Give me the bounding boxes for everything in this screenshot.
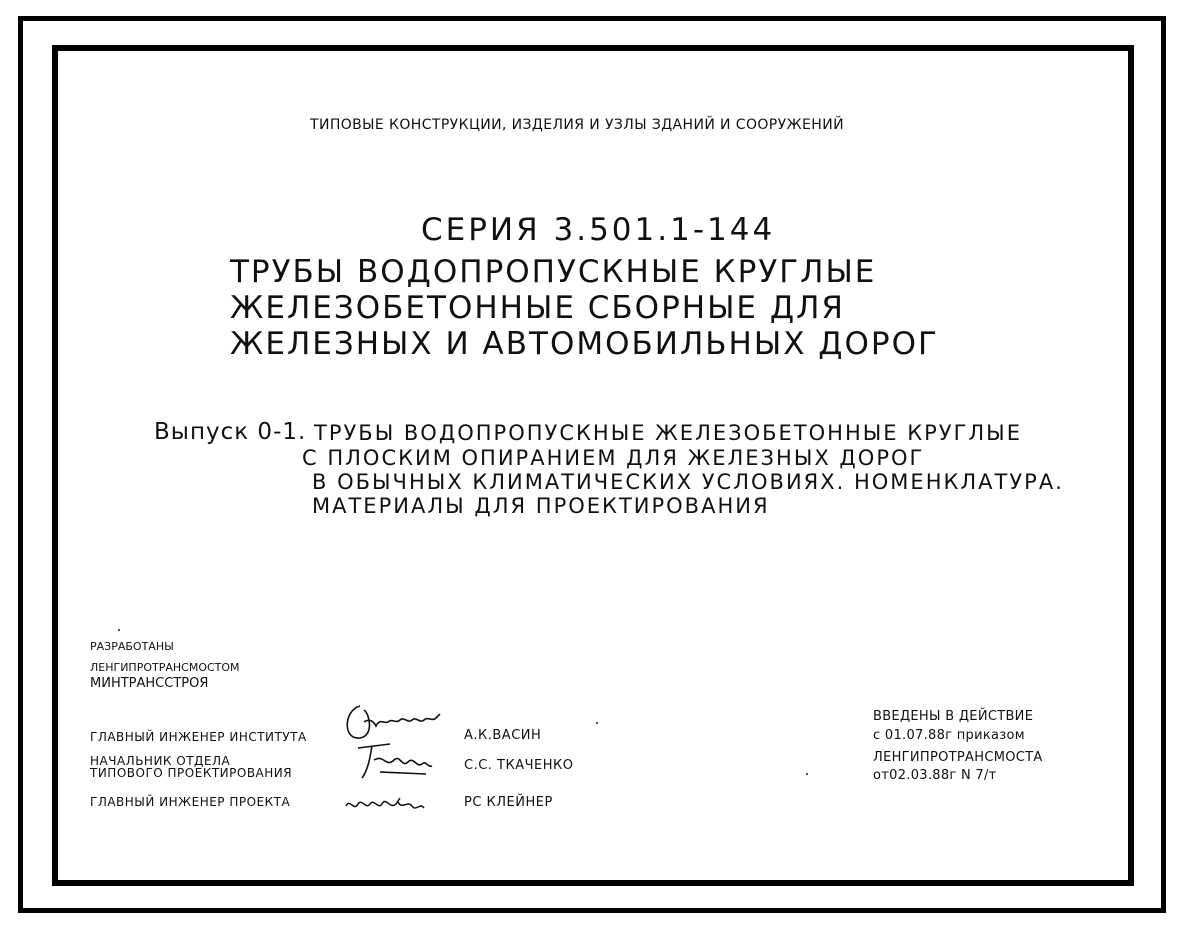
intro-line-2: с 01.07.88г приказом <box>873 728 1025 743</box>
role-chief-engineer-project: ГЛАВНЫЙ ИНЖЕНЕР ПРОЕКТА <box>90 795 291 809</box>
role-department-head-2: ТИПОВОГО ПРОЕКТИРОВАНИЯ <box>90 766 293 780</box>
title-line-3: ЖЕЛЕЗНЫХ И АВТОМОБИЛЬНЫХ ДОРОГ <box>230 326 939 362</box>
issue-label: Выпуск 0-1. <box>154 419 307 445</box>
signature-kleiner <box>340 790 430 818</box>
developer-org: ЛЕНГИПРОТРАНСМОСТОМ <box>90 661 240 674</box>
speck <box>596 722 598 724</box>
series-number: СЕРИЯ 3.501.1-144 <box>421 212 776 248</box>
name-kleiner: РС КЛЕЙНЕР <box>464 795 553 810</box>
title-line-2: ЖЕЛЕЗОБЕТОННЫЕ СБОРНЫЕ ДЛЯ <box>230 290 845 326</box>
speck <box>806 773 808 775</box>
collection-header: ТИПОВЫЕ КОНСТРУКЦИИ, ИЗДЕЛИЯ И УЗЛЫ ЗДАНИЙ И СООРУЖЕНИЙ <box>310 117 844 133</box>
developer-ministry: МИНТРАНССТРОЯ <box>90 676 209 691</box>
speck <box>118 629 120 631</box>
issue-line-1: ТРУБЫ ВОДОПРОПУСКНЫЕ ЖЕЛЕЗОБЕТОННЫЕ КРУГЛЫЕ <box>314 421 1022 445</box>
signature-tkachenko <box>350 738 440 784</box>
intro-line-1: ВВЕДЕНЫ В ДЕЙСТВИЕ <box>873 709 1034 724</box>
role-chief-engineer-institute: ГЛАВНЫЙ ИНЖЕНЕР ИНСТИТУТА <box>90 730 307 744</box>
role-department-head: НАЧАЛЬНИК ОТДЕЛА <box>90 754 231 768</box>
name-vasin: А.К.ВАСИН <box>464 728 542 743</box>
name-tkachenko: С.С. ТКАЧЕНКО <box>464 758 574 773</box>
issue-line-3: В ОБЫЧНЫХ КЛИМАТИЧЕСКИХ УСЛОВИЯХ. НОМЕНКЛАТУРА. <box>312 470 1064 494</box>
intro-line-3: ЛЕНГИПРОТРАНСМОСТА <box>873 750 1043 765</box>
issue-line-2: С ПЛОСКИМ ОПИРАНИЕМ ДЛЯ ЖЕЛЕЗНЫХ ДОРОГ <box>302 446 925 470</box>
title-line-1: ТРУБЫ ВОДОПРОПУСКНЫЕ КРУГЛЫЕ <box>230 254 877 290</box>
issue-line-4: МАТЕРИАЛЫ ДЛЯ ПРОЕКТИРОВАНИЯ <box>312 494 770 518</box>
intro-line-4: от02.03.88г N 7/т <box>873 768 997 783</box>
developed-by-label: РАЗРАБОТАНЫ <box>90 640 174 653</box>
